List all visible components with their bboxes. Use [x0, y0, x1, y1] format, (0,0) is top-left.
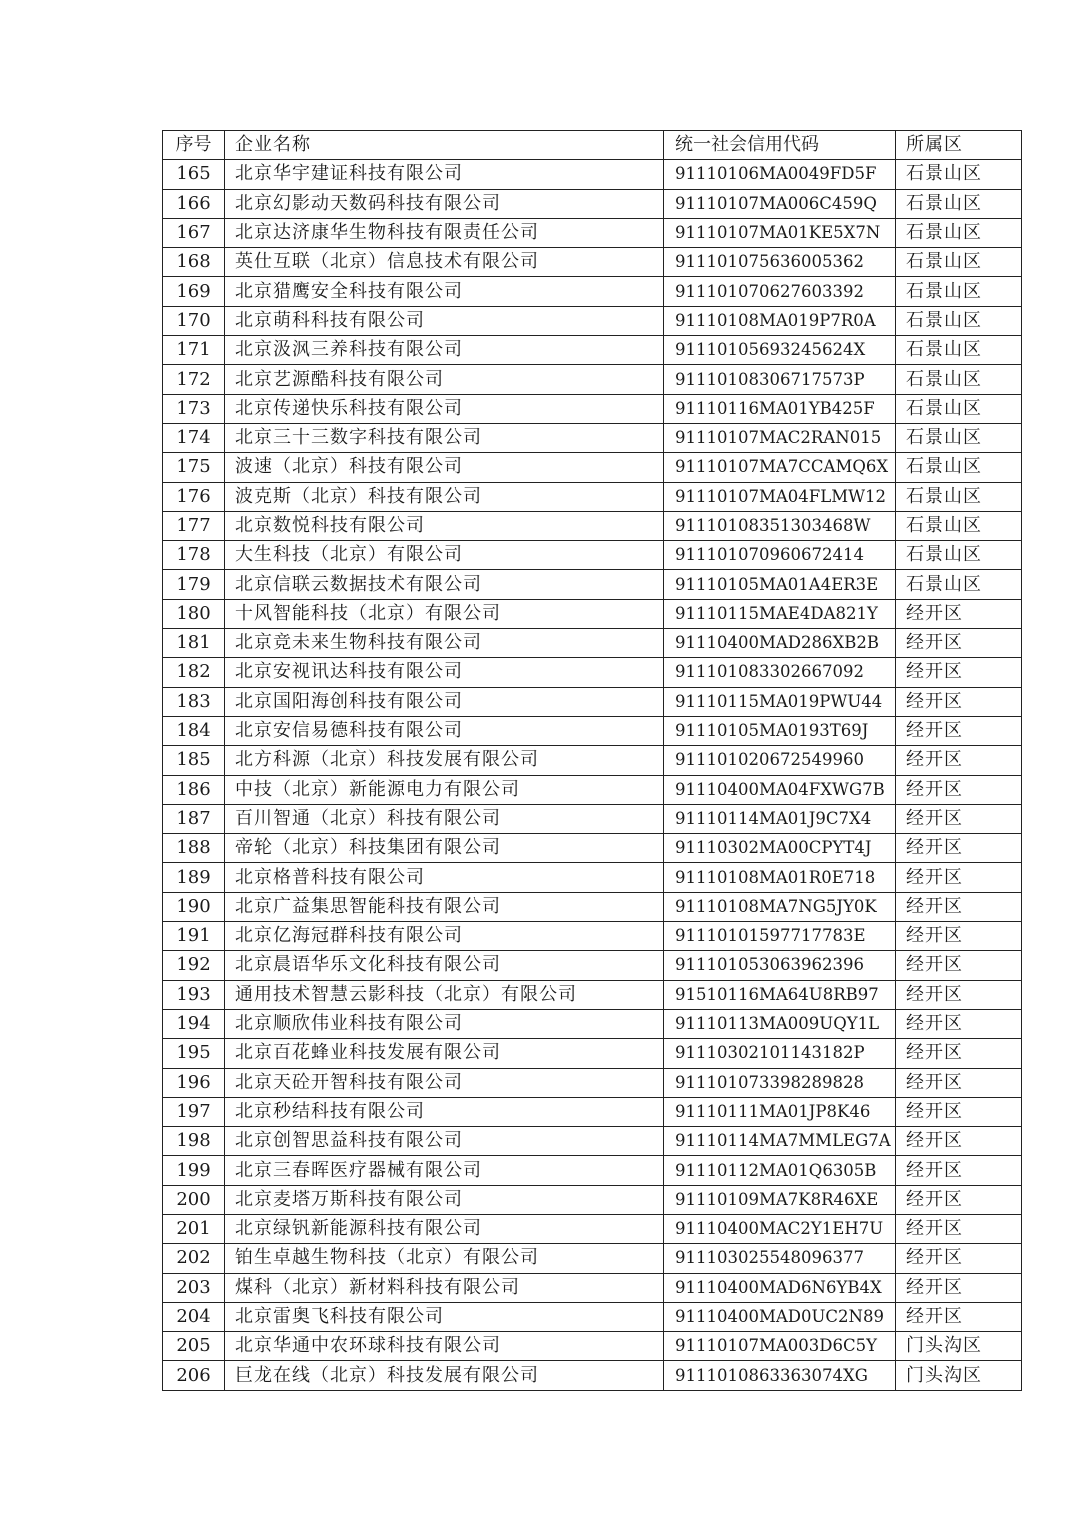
- cell-credit-code: 9111010863363074XG: [664, 1361, 896, 1390]
- table-row: [163, 746, 1022, 775]
- cell-district: 经开区: [896, 951, 1022, 980]
- cell-credit-code: 911101075636005362: [664, 248, 896, 277]
- table-row: [163, 980, 1022, 1009]
- cell-serial: 192: [163, 951, 225, 980]
- cell-credit-code: 91110115MA019PWU44: [664, 687, 896, 716]
- cell-serial: 185: [163, 746, 225, 775]
- table-row: [163, 892, 1022, 921]
- cell-credit-code: 911101020672549960: [664, 746, 896, 775]
- cell-company-name: 北京雷奥飞科技有限公司: [225, 1302, 664, 1331]
- cell-serial: 201: [163, 1214, 225, 1243]
- cell-company-name: 北京传递快乐科技有限公司: [225, 394, 664, 423]
- cell-company-name: 北京顺欣伟业科技有限公司: [225, 1009, 664, 1038]
- cell-company-name: 中技（北京）新能源电力有限公司: [225, 775, 664, 804]
- table-row: [163, 1127, 1022, 1156]
- cell-company-name: 北京百花蜂业科技发展有限公司: [225, 1039, 664, 1068]
- table-row: [163, 1332, 1022, 1361]
- cell-company-name: 北京安视讯达科技有限公司: [225, 658, 664, 687]
- cell-district: 石景山区: [896, 365, 1022, 394]
- table-row: [163, 863, 1022, 892]
- cell-serial: 205: [163, 1332, 225, 1361]
- cell-credit-code: 911101070960672414: [664, 541, 896, 570]
- cell-district: 经开区: [896, 1127, 1022, 1156]
- cell-district: 经开区: [896, 1244, 1022, 1273]
- cell-serial: 203: [163, 1273, 225, 1302]
- cell-district: 门头沟区: [896, 1361, 1022, 1390]
- cell-district: 石景山区: [896, 570, 1022, 599]
- cell-serial: 171: [163, 336, 225, 365]
- cell-credit-code: 91110302101143182P: [664, 1039, 896, 1068]
- cell-company-name: 大生科技（北京）有限公司: [225, 541, 664, 570]
- table-row: [163, 1244, 1022, 1273]
- cell-company-name: 北京三十三数字科技有限公司: [225, 423, 664, 452]
- cell-district: 经开区: [896, 1273, 1022, 1302]
- cell-serial: 196: [163, 1068, 225, 1097]
- cell-serial: 170: [163, 306, 225, 335]
- cell-serial: 204: [163, 1302, 225, 1331]
- cell-credit-code: 91110108306717573P: [664, 365, 896, 394]
- cell-company-name: 北京信联云数据技术有限公司: [225, 570, 664, 599]
- cell-company-name: 北京三春晖医疗器械有限公司: [225, 1156, 664, 1185]
- cell-serial: 182: [163, 658, 225, 687]
- cell-serial: 190: [163, 892, 225, 921]
- cell-district: 经开区: [896, 687, 1022, 716]
- header-credit-code: 统一社会信用代码: [664, 131, 896, 160]
- cell-district: 经开区: [896, 834, 1022, 863]
- cell-company-name: 帝轮（北京）科技集团有限公司: [225, 834, 664, 863]
- cell-credit-code: 91110107MA006C459Q: [664, 189, 896, 218]
- cell-district: 经开区: [896, 804, 1022, 833]
- cell-district: 经开区: [896, 658, 1022, 687]
- cell-serial: 191: [163, 922, 225, 951]
- cell-serial: 200: [163, 1185, 225, 1214]
- table-row: [163, 1009, 1022, 1038]
- cell-district: 石景山区: [896, 189, 1022, 218]
- table-row: [163, 1361, 1022, 1390]
- cell-credit-code: 91110113MA009UQY1L: [664, 1009, 896, 1038]
- table-row: [163, 804, 1022, 833]
- table-row: [163, 834, 1022, 863]
- cell-company-name: 北京萌科科技有限公司: [225, 306, 664, 335]
- cell-serial: 168: [163, 248, 225, 277]
- header-company-name: 企业名称: [225, 131, 664, 160]
- table-row: [163, 1214, 1022, 1243]
- cell-serial: 206: [163, 1361, 225, 1390]
- cell-district: 门头沟区: [896, 1332, 1022, 1361]
- cell-district: 经开区: [896, 1302, 1022, 1331]
- table-row: [163, 218, 1022, 247]
- cell-company-name: 北京达济康华生物科技有限责任公司: [225, 218, 664, 247]
- cell-district: 经开区: [896, 892, 1022, 921]
- cell-company-name: 巨龙在线（北京）科技发展有限公司: [225, 1361, 664, 1390]
- cell-district: 经开区: [896, 863, 1022, 892]
- cell-serial: 188: [163, 834, 225, 863]
- cell-company-name: 北京数悦科技有限公司: [225, 511, 664, 540]
- cell-credit-code: 91110107MA01KE5X7N: [664, 218, 896, 247]
- cell-serial: 180: [163, 599, 225, 628]
- table-row: [163, 482, 1022, 511]
- table-row: [163, 160, 1022, 189]
- cell-district: 经开区: [896, 1068, 1022, 1097]
- cell-serial: 172: [163, 365, 225, 394]
- cell-credit-code: 91110107MA7CCAMQ6X: [664, 453, 896, 482]
- cell-serial: 202: [163, 1244, 225, 1273]
- cell-credit-code: 91110108MA7NG5JY0K: [664, 892, 896, 921]
- table-row: [163, 716, 1022, 745]
- cell-company-name: 北京艺源酷科技有限公司: [225, 365, 664, 394]
- cell-credit-code: 91110109MA7K8R46XE: [664, 1185, 896, 1214]
- table-row: [163, 599, 1022, 628]
- cell-credit-code: 91110107MA003D6C5Y: [664, 1332, 896, 1361]
- cell-district: 石景山区: [896, 336, 1022, 365]
- cell-serial: 179: [163, 570, 225, 599]
- cell-serial: 177: [163, 511, 225, 540]
- table-row: [163, 1302, 1022, 1331]
- cell-district: 经开区: [896, 629, 1022, 658]
- cell-company-name: 通用技术智慧云影科技（北京）有限公司: [225, 980, 664, 1009]
- cell-company-name: 北京幻影动天数码科技有限公司: [225, 189, 664, 218]
- cell-serial: 184: [163, 716, 225, 745]
- cell-credit-code: 911101073398289828: [664, 1068, 896, 1097]
- cell-district: 石景山区: [896, 277, 1022, 306]
- cell-serial: 173: [163, 394, 225, 423]
- cell-district: 石景山区: [896, 160, 1022, 189]
- cell-company-name: 北京秒结科技有限公司: [225, 1097, 664, 1126]
- cell-company-name: 波速（北京）科技有限公司: [225, 453, 664, 482]
- cell-credit-code: 91110108351303468W: [664, 511, 896, 540]
- table-row: [163, 365, 1022, 394]
- table-row: [163, 336, 1022, 365]
- cell-serial: 165: [163, 160, 225, 189]
- cell-credit-code: 91110400MAC2Y1EH7U: [664, 1214, 896, 1243]
- cell-serial: 178: [163, 541, 225, 570]
- cell-company-name: 北京晨语华乐文化科技有限公司: [225, 951, 664, 980]
- header-serial: 序号: [163, 131, 225, 160]
- table-row: [163, 775, 1022, 804]
- cell-company-name: 北京创智思益科技有限公司: [225, 1127, 664, 1156]
- cell-credit-code: 91110105MA01A4ER3E: [664, 570, 896, 599]
- table-body: [163, 160, 1022, 1390]
- enterprise-table: [162, 130, 1022, 1391]
- cell-credit-code: 91510116MA64U8RB97: [664, 980, 896, 1009]
- cell-district: 石景山区: [896, 306, 1022, 335]
- cell-serial: 193: [163, 980, 225, 1009]
- cell-credit-code: 91110400MA04FXWG7B: [664, 775, 896, 804]
- cell-credit-code: 91110400MAD286XB2B: [664, 629, 896, 658]
- cell-district: 经开区: [896, 1039, 1022, 1068]
- cell-company-name: 北京汲沨三养科技有限公司: [225, 336, 664, 365]
- cell-credit-code: 91110114MA7MMLEG7A: [664, 1127, 896, 1156]
- cell-serial: 199: [163, 1156, 225, 1185]
- table-row: [163, 189, 1022, 218]
- table-header-row: [163, 131, 1022, 160]
- cell-company-name: 英仕互联（北京）信息技术有限公司: [225, 248, 664, 277]
- cell-district: 经开区: [896, 746, 1022, 775]
- cell-company-name: 北方科源（北京）科技发展有限公司: [225, 746, 664, 775]
- cell-credit-code: 911101053063962396: [664, 951, 896, 980]
- table-row: [163, 277, 1022, 306]
- table-row: [163, 1185, 1022, 1214]
- cell-credit-code: 91110400MAD0UC2N89: [664, 1302, 896, 1331]
- cell-company-name: 十风智能科技（北京）有限公司: [225, 599, 664, 628]
- cell-credit-code: 91110302MA00CPYT4J: [664, 834, 896, 863]
- table-row: [163, 1097, 1022, 1126]
- cell-district: 经开区: [896, 1097, 1022, 1126]
- cell-serial: 197: [163, 1097, 225, 1126]
- cell-credit-code: 91110114MA01J9C7X4: [664, 804, 896, 833]
- header-district: 所属区: [896, 131, 1022, 160]
- cell-credit-code: 91110107MA04FLMW12: [664, 482, 896, 511]
- table-row: [163, 453, 1022, 482]
- table-row: [163, 1039, 1022, 1068]
- cell-company-name: 北京广益集思智能科技有限公司: [225, 892, 664, 921]
- cell-company-name: 北京亿海冠群科技有限公司: [225, 922, 664, 951]
- cell-district: 经开区: [896, 775, 1022, 804]
- cell-credit-code: 91110111MA01JP8K46: [664, 1097, 896, 1126]
- table-row: [163, 248, 1022, 277]
- table-row: [163, 922, 1022, 951]
- cell-district: 经开区: [896, 1214, 1022, 1243]
- cell-serial: 194: [163, 1009, 225, 1038]
- table-row: [163, 1273, 1022, 1302]
- cell-credit-code: 91110115MAE4DA821Y: [664, 599, 896, 628]
- cell-serial: 195: [163, 1039, 225, 1068]
- cell-district: 经开区: [896, 980, 1022, 1009]
- table-row: [163, 423, 1022, 452]
- cell-district: 经开区: [896, 922, 1022, 951]
- cell-credit-code: 91110108MA019P7R0A: [664, 306, 896, 335]
- cell-company-name: 北京华通中农环球科技有限公司: [225, 1332, 664, 1361]
- cell-company-name: 北京国阳海创科技有限公司: [225, 687, 664, 716]
- cell-district: 石景山区: [896, 218, 1022, 247]
- table-row: [163, 1068, 1022, 1097]
- table-row: [163, 306, 1022, 335]
- cell-credit-code: 911101083302667092: [664, 658, 896, 687]
- cell-company-name: 北京竞未来生物科技有限公司: [225, 629, 664, 658]
- table-row: [163, 570, 1022, 599]
- cell-company-name: 铂生卓越生物科技（北京）有限公司: [225, 1244, 664, 1273]
- cell-credit-code: 91110105MA0193T69J: [664, 716, 896, 745]
- cell-serial: 176: [163, 482, 225, 511]
- cell-district: 石景山区: [896, 541, 1022, 570]
- table-row: [163, 658, 1022, 687]
- cell-district: 经开区: [896, 1009, 1022, 1038]
- cell-credit-code: 91110101597717783E: [664, 922, 896, 951]
- cell-serial: 167: [163, 218, 225, 247]
- cell-district: 经开区: [896, 599, 1022, 628]
- cell-company-name: 百川智通（北京）科技有限公司: [225, 804, 664, 833]
- cell-company-name: 北京安信易德科技有限公司: [225, 716, 664, 745]
- cell-serial: 169: [163, 277, 225, 306]
- table-row: [163, 541, 1022, 570]
- cell-serial: 198: [163, 1127, 225, 1156]
- cell-credit-code: 91110400MAD6N6YB4X: [664, 1273, 896, 1302]
- cell-district: 经开区: [896, 1185, 1022, 1214]
- cell-credit-code: 911103025548096377: [664, 1244, 896, 1273]
- cell-company-name: 北京猎鹰安全科技有限公司: [225, 277, 664, 306]
- cell-serial: 174: [163, 423, 225, 452]
- cell-district: 经开区: [896, 716, 1022, 745]
- cell-serial: 187: [163, 804, 225, 833]
- cell-credit-code: 91110112MA01Q6305B: [664, 1156, 896, 1185]
- cell-serial: 181: [163, 629, 225, 658]
- cell-district: 石景山区: [896, 511, 1022, 540]
- cell-serial: 166: [163, 189, 225, 218]
- cell-credit-code: 91110107MAC2RAN015: [664, 423, 896, 452]
- cell-district: 石景山区: [896, 394, 1022, 423]
- cell-credit-code: 91110106MA0049FD5F: [664, 160, 896, 189]
- cell-company-name: 北京格普科技有限公司: [225, 863, 664, 892]
- cell-district: 石景山区: [896, 482, 1022, 511]
- cell-credit-code: 911101070627603392: [664, 277, 896, 306]
- cell-credit-code: 91110116MA01YB425F: [664, 394, 896, 423]
- cell-district: 石景山区: [896, 248, 1022, 277]
- cell-district: 石景山区: [896, 453, 1022, 482]
- cell-company-name: 北京天砼开智科技有限公司: [225, 1068, 664, 1097]
- table-row: [163, 951, 1022, 980]
- cell-company-name: 波克斯（北京）科技有限公司: [225, 482, 664, 511]
- cell-serial: 183: [163, 687, 225, 716]
- cell-company-name: 煤科（北京）新材料科技有限公司: [225, 1273, 664, 1302]
- cell-serial: 186: [163, 775, 225, 804]
- table-row: [163, 1156, 1022, 1185]
- cell-company-name: 北京绿钒新能源科技有限公司: [225, 1214, 664, 1243]
- cell-serial: 189: [163, 863, 225, 892]
- cell-district: 经开区: [896, 1156, 1022, 1185]
- cell-company-name: 北京麦塔万斯科技有限公司: [225, 1185, 664, 1214]
- table-row: [163, 511, 1022, 540]
- cell-credit-code: 91110108MA01R0E718: [664, 863, 896, 892]
- cell-district: 石景山区: [896, 423, 1022, 452]
- cell-credit-code: 91110105693245624X: [664, 336, 896, 365]
- table-row: [163, 394, 1022, 423]
- table-row: [163, 687, 1022, 716]
- cell-serial: 175: [163, 453, 225, 482]
- cell-company-name: 北京华宇建证科技有限公司: [225, 160, 664, 189]
- table-row: [163, 629, 1022, 658]
